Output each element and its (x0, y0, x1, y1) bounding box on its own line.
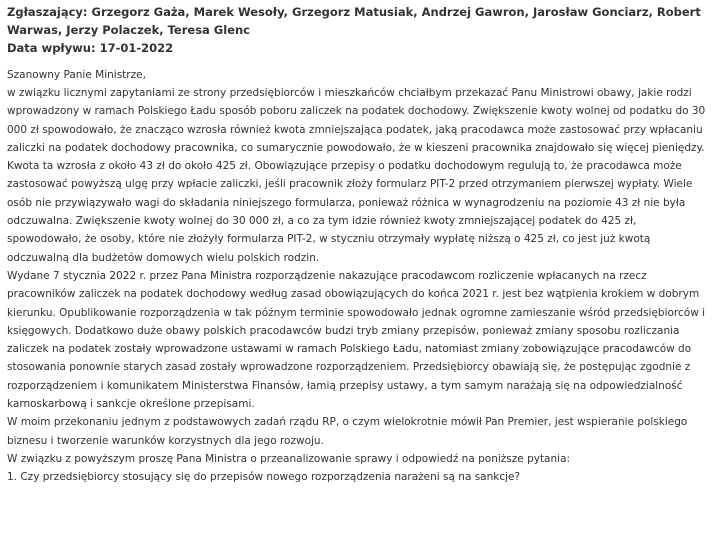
submitters-names: Grzegorz Gaża, Marek Wesoły, Grzegorz Matusiak, Andrzej Gawron, Jarosław Gonciarz, Robert Warwas, Jerzy Polaczek, Teresa Glenc (7, 5, 701, 37)
submission-date-line (7, 39, 706, 57)
paragraph: W moim przekonaniu jednym z podstawowych zadań rządu RP, o czym wielokrotnie mówił Pan Premier, jest wspieranie polskiego biznesu i tworzenie warunków korzystnych dla jego rozwoju. (7, 416, 688, 447)
paragraph: W związku z powyższym proszę Pana Ministra o przeanalizowanie sprawy i odpowiedź na poniższe pytania: (7, 452, 571, 465)
question-item: 1. Czy przedsiębiorcy stosujący się do przepisów nowego rozporządzenia narażeni są na sankcje? (7, 471, 521, 484)
submitters-label: Zgłaszający: (7, 5, 88, 19)
submission-date-value: 17-01-2022 (99, 41, 174, 55)
paragraph: Wydane 7 stycznia 2022 r. przez Pana Ministra rozporządzenie nakazujące pracodawcom rozliczenie wpłacanych na rzecz pracowników zaliczek na podatek dochodowy według zasad obowiązujących do końca 2021 r. jest bez wątpienia krokiem w dobrym kierunku. Opublikowanie rozporządzenia w tak późnym terminie spowodowało jednak ogromne zamieszanie wśród przedsiębiorców i księgowych. Dodatkowo duże obawy polskich pracodawców budzi tryb zmiany przepisów, ponieważ zmiany sposobu rozliczania zaliczek na podatek zostały wprowadzone ustawami w ramach Polskiego Ładu, natomiast zmiany zobowiązujące pracodawców do stosowania ponownie starych zasad zostały wprowadzone rozporządzeniem. Przedsiębiorcy obawiają się, że postępując zgodnie z rozporządzeniem i komunikatem Ministerstwa Finansów, łamią przepisy ustawy, a tym samym narażają się na odpowiedzialność karnoskarbową i sankcje określone przepisami. (7, 269, 706, 411)
submitters-line (7, 3, 706, 39)
greeting: Szanowny Panie Ministrze, (7, 69, 146, 81)
document-header (7, 3, 706, 57)
paragraph: w związku licznymi zapytaniami ze strony przedsiębiorców i mieszkańców chciałbym przekazać Panu Ministrowi obawy, jakie rodzi wprowadzony w ramach Polskiego Ładu sposób poboru zaliczek na podatek dochodowy. Zwiększenie kwoty wolnej od podatku do 30 000 zł spowodowało, że znacząco wzrosła również kwota zmniejszająca podatek, jaką pracodawca może zastosować przy wpłacaniu zaliczki na podatek dochodowy pracownika, co sumarycznie powodowało, że w kieszeni pracownika znajdowało się więcej pieniędzy. Kwota ta wzrosła z około 43 zł do około 425 zł. Obowiązujące przepisy o podatku dochodowym regulują to, że pracodawca może zastosować powyższą ulgę przy wpłacie zaliczki, jeśli pracownik złoży formularz PIT-2 przed otrzymaniem pierwszej wypłaty. Wiele osób nie przywiązywało wagi do składania niniejszego formularza, ponieważ różnica w wynagrodzeniu na poziomie 43 zł nie była odczuwalna. Zwiększenie kwoty wolnej do 30 000 zł, a co za tym idzie również kwoty zmniejszającej podatek do 425 zł, spowodowało, że osoby, które nie złożyły formularza PIT-2, w styczniu otrzymały wypłatę niższą o 425 zł, co jest już kwotą odczuwalną dla budżetów domowych wielu polskich rodzin. (7, 87, 706, 264)
submission-date-label: Data wpływu: (7, 41, 96, 55)
